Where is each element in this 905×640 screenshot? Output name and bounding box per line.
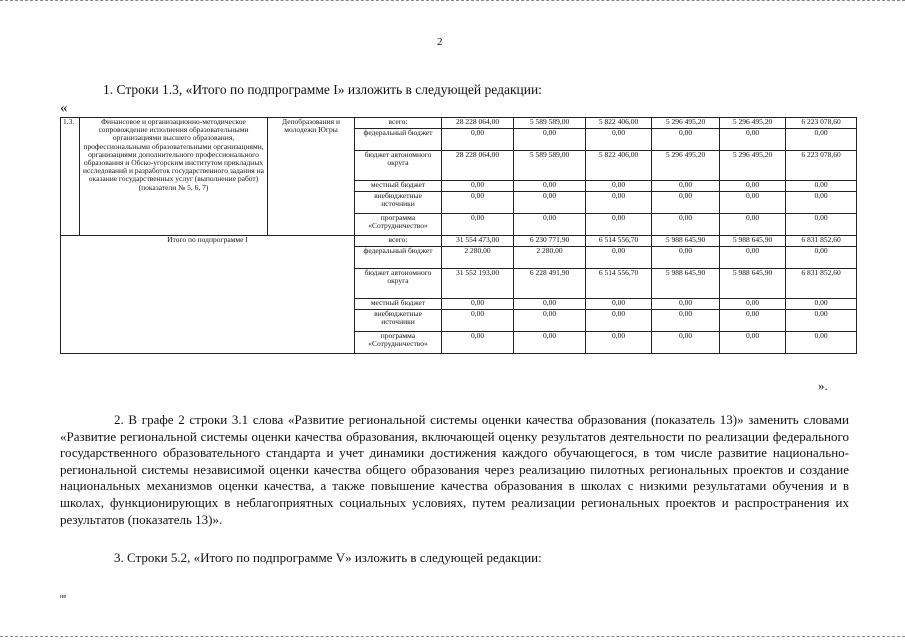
funding-source-cell: всего:: [355, 118, 442, 129]
close-quote: ».: [818, 378, 828, 393]
funding-source-cell: федеральный бюджет: [355, 247, 442, 269]
amount-cell: 0,00: [652, 181, 720, 192]
amount-cell: 0,00: [720, 247, 786, 269]
table-row: [61, 236, 857, 247]
amount-cell: 0,00: [586, 310, 652, 332]
scan-bottom-edge: [0, 636, 905, 640]
amount-cell: 0,00: [652, 129, 720, 151]
amount-cell: 0,00: [442, 181, 514, 192]
amount-cell: 0,00: [586, 247, 652, 269]
open-quote: «: [60, 100, 68, 116]
amount-cell: 0,00: [720, 332, 786, 354]
amount-cell: 0,00: [786, 214, 857, 236]
amount-cell: 28 228 064,00: [442, 151, 514, 181]
amount-cell: 6 223 078,60: [786, 151, 857, 181]
amount-cell: 0,00: [586, 192, 652, 214]
amount-cell: 0,00: [720, 214, 786, 236]
amount-cell: 0,00: [442, 214, 514, 236]
amount-cell: 0,00: [786, 310, 857, 332]
funding-source-cell: местный бюджет: [355, 181, 442, 192]
amount-cell: 0,00: [586, 214, 652, 236]
funding-source-cell: внебюджетные источники: [355, 192, 442, 214]
total-label: Итого по подпрограмме I: [61, 236, 355, 354]
amount-cell: 5 988 645,90: [720, 269, 786, 299]
scan-top-edge: [0, 0, 905, 4]
amount-cell: 0,00: [442, 192, 514, 214]
funding-source-cell: бюджет автономного округа: [355, 151, 442, 181]
amount-cell: 0,00: [514, 299, 586, 310]
footer-initials: нв: [60, 594, 67, 600]
amount-cell: 5 589 589,00: [514, 118, 586, 129]
amount-cell: 5 296 495,20: [652, 151, 720, 181]
paragraph-2: 2. В графе 2 строки 3.1 слова «Развитие региональной системы оценки качества образования (показатель 13)» заменить словами «Развитие региональной системы оценки качества образования, включающей оценку результатов деятельности по реализации федерального государственного образовательного стандарта и учет динамики достижения каждого обучающегося, в том числе развитие национально-региональной системы независимой оценки качества общего образования через реализацию пилотных региональных проектов и создание национальных механизмов оценки качества, а также повышение качества образования в школах с низкими результатами обучения и в школах, функционирующих в неблагоприятных социальных условиях, путем реализации региональных проектов и распространения их результатов (показатель 13)».: [60, 412, 849, 527]
funding-source-cell: местный бюджет: [355, 299, 442, 310]
amount-cell: 5 822 406,00: [586, 151, 652, 181]
funding-table-body: [61, 118, 857, 354]
table-row: [61, 118, 857, 129]
amount-cell: 0,00: [720, 181, 786, 192]
amount-cell: 0,00: [514, 192, 586, 214]
amount-cell: 0,00: [442, 332, 514, 354]
amount-cell: 6 831 852,60: [786, 269, 857, 299]
amount-cell: 5 822 406,00: [586, 118, 652, 129]
amount-cell: 0,00: [786, 332, 857, 354]
amount-cell: 5 988 645,90: [720, 236, 786, 247]
funding-source-cell: всего:: [355, 236, 442, 247]
amount-cell: 0,00: [720, 299, 786, 310]
amount-cell: 6 230 771,90: [514, 236, 586, 247]
amount-cell: 0,00: [786, 192, 857, 214]
row-executor: Депобразования и молодежи Югры: [268, 118, 355, 236]
amount-cell: 0,00: [514, 214, 586, 236]
funding-source-cell: внебюджетные источники: [355, 310, 442, 332]
amount-cell: 5 988 645,90: [652, 269, 720, 299]
amount-cell: 31 554 473,00: [442, 236, 514, 247]
amount-cell: 31 552 193,00: [442, 269, 514, 299]
funding-source-cell: федеральный бюджет: [355, 129, 442, 151]
amount-cell: 0,00: [514, 181, 586, 192]
funding-table: [60, 117, 857, 354]
amount-cell: 5 296 495,20: [720, 118, 786, 129]
amount-cell: 0,00: [652, 310, 720, 332]
funding-source-cell: программа «Сотрудничество»: [355, 214, 442, 236]
amount-cell: 5 988 645,90: [652, 236, 720, 247]
page-number: 2: [437, 36, 443, 48]
amount-cell: 0,00: [442, 299, 514, 310]
amount-cell: 0,00: [786, 247, 857, 269]
amount-cell: 0,00: [786, 299, 857, 310]
amount-cell: 6 831 852,60: [786, 236, 857, 247]
amount-cell: 0,00: [586, 181, 652, 192]
amount-cell: 0,00: [442, 129, 514, 151]
amount-cell: 6 228 491,90: [514, 269, 586, 299]
amount-cell: 0,00: [720, 192, 786, 214]
row-description: Финансовое и организационно-методическое сопровождение исполнения образовательными организациями высшего образования, профессиональными образовательными организациями, организациями дополнительного профессионального образования и Обско-угорским институтом прикладных исследований и разработок государственного задания на оказание государственных услуг (выполнение работ) (показатели № 5, 6, 7): [80, 118, 268, 236]
amount-cell: 2 280,00: [514, 247, 586, 269]
amount-cell: 5 589 589,00: [514, 151, 586, 181]
amount-cell: 0,00: [652, 247, 720, 269]
amount-cell: 0,00: [652, 299, 720, 310]
amount-cell: 0,00: [514, 310, 586, 332]
amount-cell: 0,00: [514, 129, 586, 151]
funding-source-cell: бюджет автономного округа: [355, 269, 442, 299]
intro-paragraph: 1. Строки 1.3, «Итого по подпрограмме I» изложить в следующей редакции:: [103, 82, 542, 97]
amount-cell: 0,00: [786, 129, 857, 151]
amount-cell: 0,00: [652, 332, 720, 354]
amount-cell: 0,00: [442, 310, 514, 332]
amount-cell: 6 514 556,70: [586, 236, 652, 247]
funding-source-cell: программа «Сотрудничество»: [355, 332, 442, 354]
amount-cell: 28 228 064,00: [442, 118, 514, 129]
amount-cell: 0,00: [720, 310, 786, 332]
amount-cell: 0,00: [652, 192, 720, 214]
amount-cell: 0,00: [652, 214, 720, 236]
row-number: 1.3.: [61, 118, 80, 236]
amount-cell: 6 514 556,70: [586, 269, 652, 299]
amount-cell: 5 296 495,20: [720, 151, 786, 181]
amount-cell: 6 223 078,60: [786, 118, 857, 129]
amount-cell: 0,00: [720, 129, 786, 151]
amount-cell: 2 280,00: [442, 247, 514, 269]
amount-cell: 0,00: [786, 181, 857, 192]
amount-cell: 5 296 495,20: [652, 118, 720, 129]
paragraph-3: 3. Строки 5.2, «Итого по подпрограмме V» изложить в следующей редакции:: [114, 550, 542, 565]
amount-cell: 0,00: [586, 299, 652, 310]
amount-cell: 0,00: [586, 332, 652, 354]
amount-cell: 0,00: [586, 129, 652, 151]
amount-cell: 0,00: [514, 332, 586, 354]
